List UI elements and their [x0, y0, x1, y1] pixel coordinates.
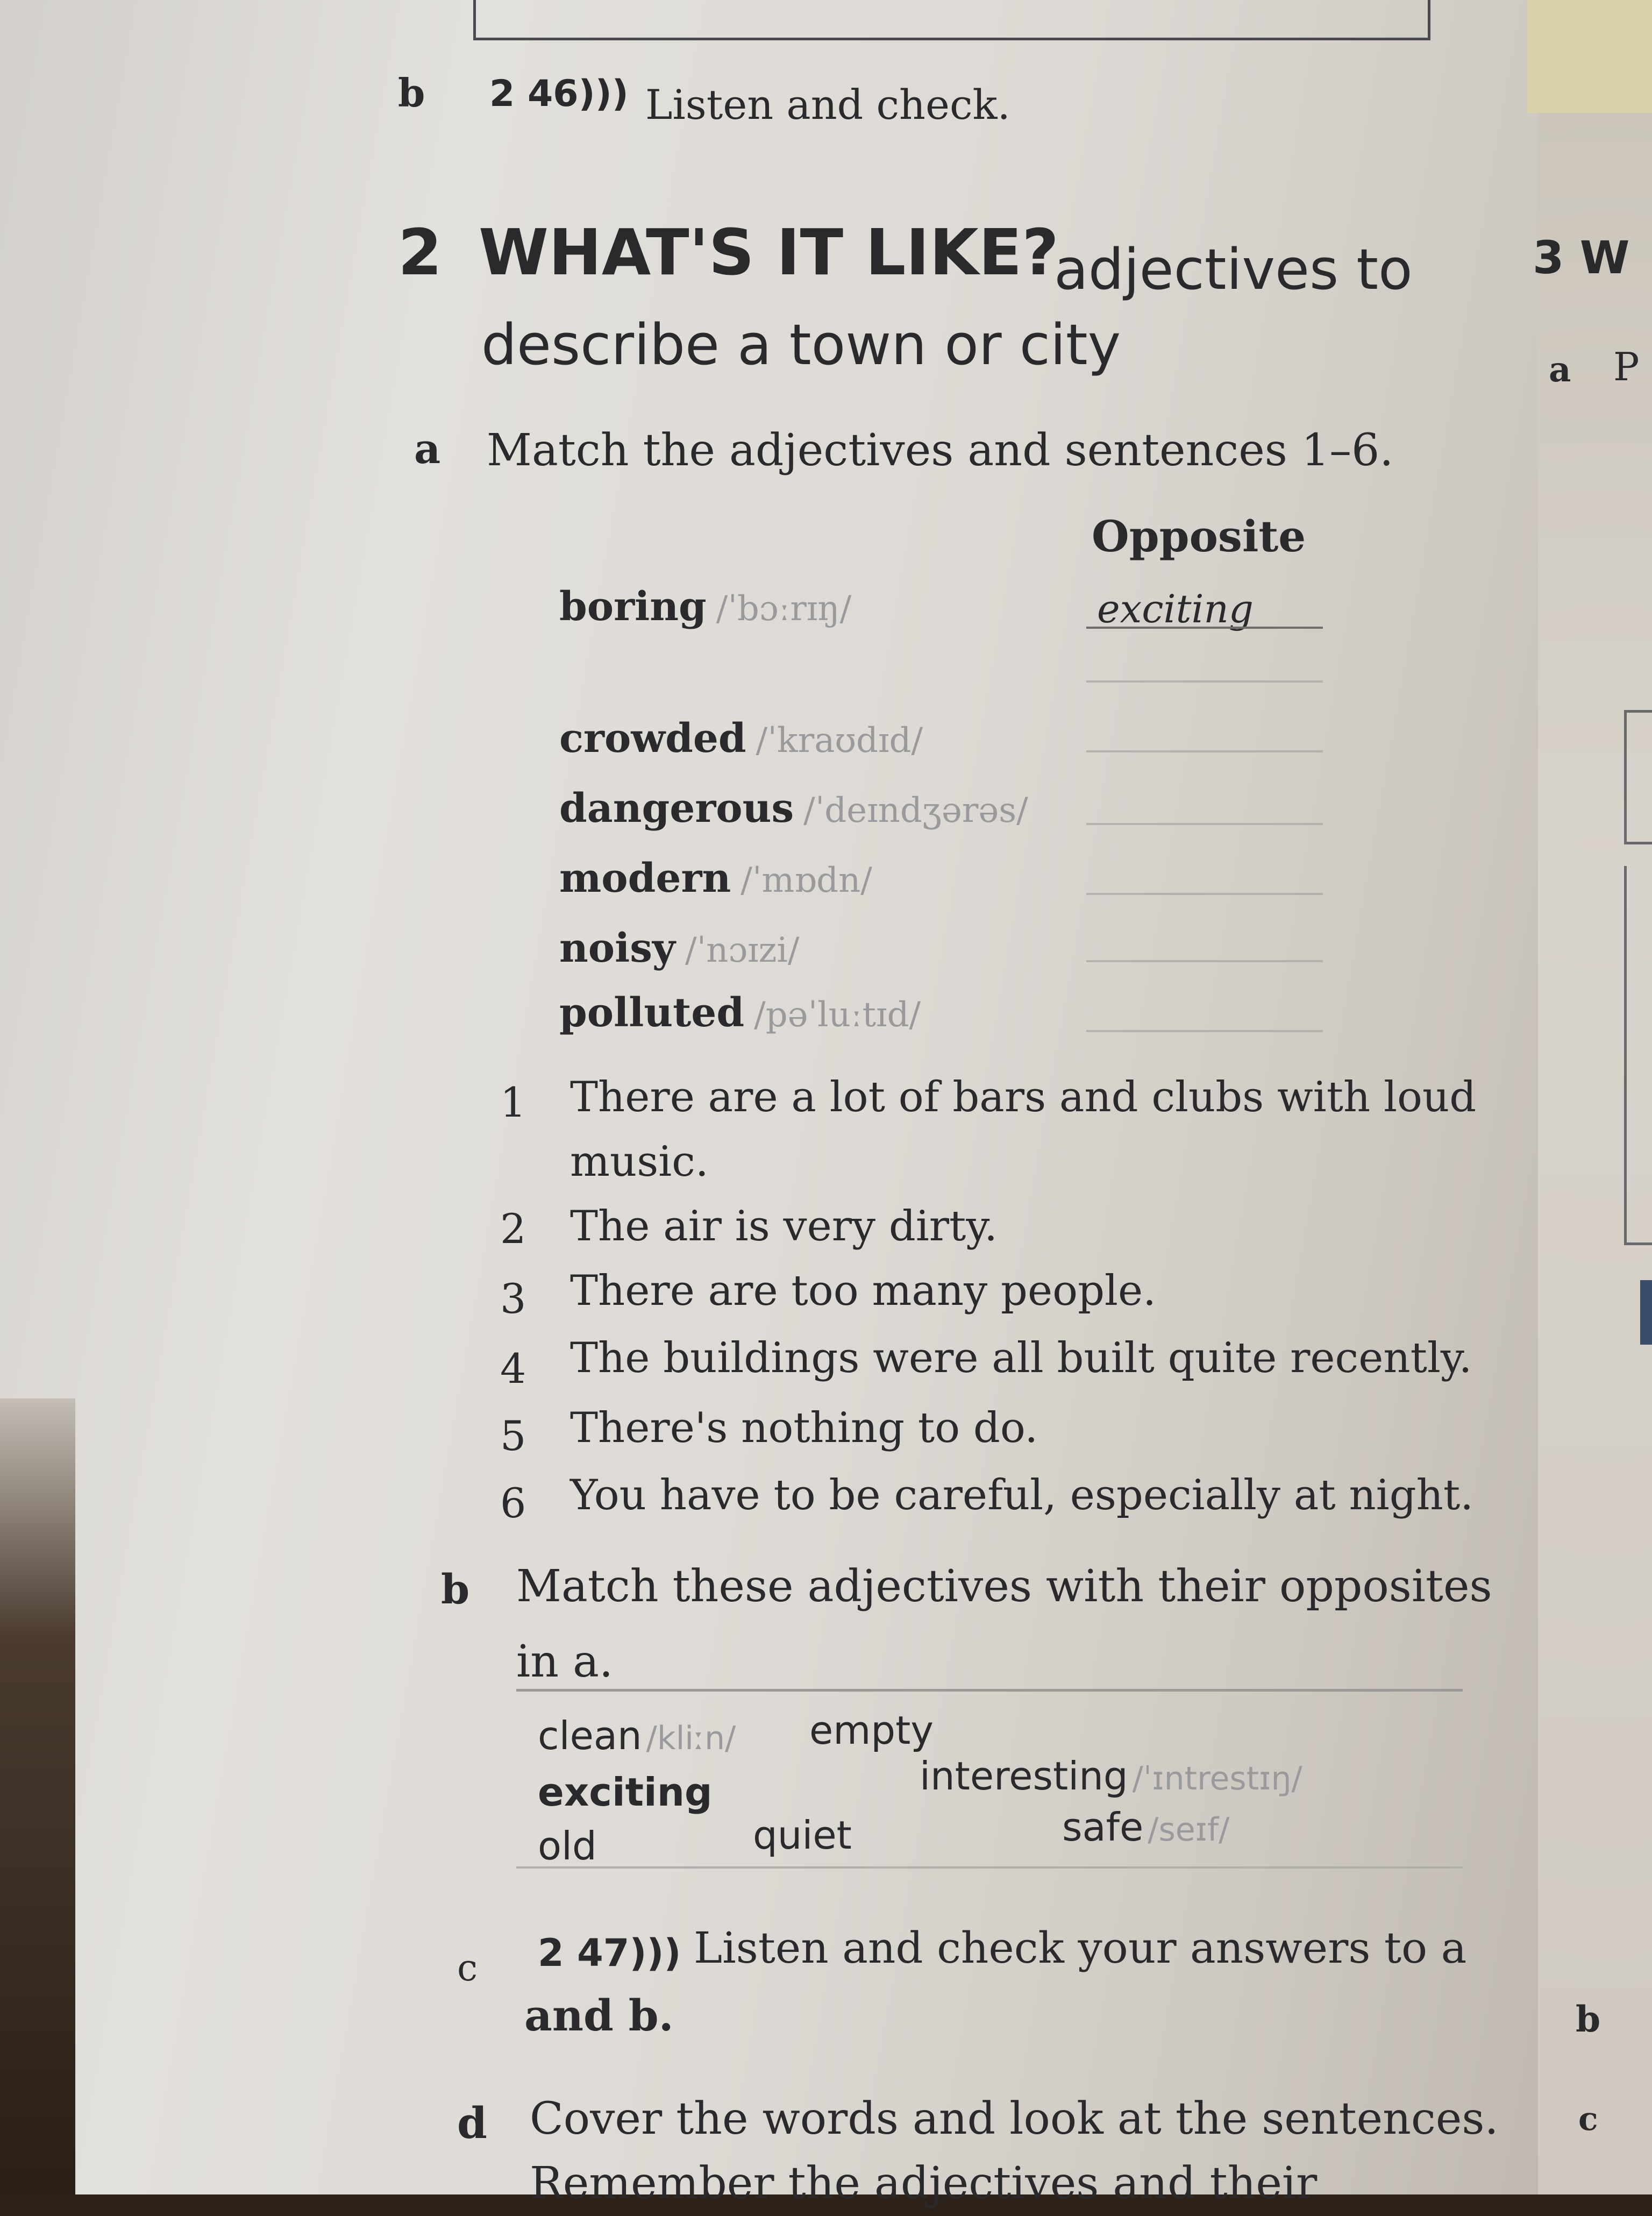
word-bank-top-rule — [516, 1689, 1463, 1692]
word-bank-bottom-rule — [516, 1866, 1463, 1869]
background-edge — [0, 1398, 75, 2194]
exercise-b-top-text: Listen and check. — [645, 81, 1010, 129]
answer-line[interactable] — [1086, 893, 1323, 895]
exercise-c-text: Listen and check your answers to a — [694, 1923, 1467, 1973]
next-c-label: c — [1578, 2100, 1598, 2138]
speaker-waves-icon: ))) — [629, 1931, 681, 1975]
next-a-text: P — [1613, 344, 1640, 389]
exercise-c-label: c — [457, 1947, 478, 1990]
sentence-text-continued: music. — [570, 1138, 709, 1186]
word-bank-item: empty — [809, 1708, 934, 1753]
word-bank-item: exciting — [538, 1770, 713, 1815]
adjective-row: polluted /pəˈluːtɪd/ — [559, 990, 921, 1036]
sentence-number: 5 — [500, 1412, 526, 1460]
sentence-text: There are a lot of bars and clubs with loud — [570, 1073, 1477, 1121]
section-number: 2 — [398, 215, 443, 289]
answer-line[interactable] — [1086, 750, 1323, 752]
adjective-row: modern /ˈmɒdn/ — [559, 855, 872, 901]
ipa: /ˈbɔːrɪŋ/ — [716, 589, 852, 629]
sentence-number: 3 — [500, 1275, 526, 1323]
ipa: /ˈmɒdn/ — [740, 861, 872, 900]
adjective-row: noisy /ˈnɔɪzi/ — [559, 925, 800, 971]
sentence-text: The buildings were all built quite recently. — [570, 1334, 1472, 1382]
previous-exercise-box — [473, 0, 1430, 40]
exercise-a-label: a — [414, 425, 441, 473]
sentence-text: There are too many people. — [570, 1267, 1156, 1315]
section-subtitle-line2: describe a town or city — [481, 312, 1121, 378]
exercise-d-label: d — [457, 2098, 487, 2148]
word-bank-item: old — [538, 1823, 597, 1869]
adjective-row: crowded /ˈkraʊdɪd/ — [559, 715, 923, 762]
audio-track-number[interactable]: 2 47))) — [538, 1931, 681, 1975]
word-bank-item: quiet — [753, 1813, 852, 1858]
sentence-number: 2 — [500, 1205, 526, 1253]
word-bank-item: interesting /ˈɪntrestɪŋ/ — [920, 1753, 1302, 1799]
speaker-waves-icon: ))) — [578, 73, 629, 115]
facing-page-box-2 — [1624, 866, 1652, 1245]
ipa: /ˈkraʊdɪd/ — [756, 721, 923, 761]
next-a-label: a — [1549, 350, 1571, 390]
opposite-answer: exciting — [1097, 586, 1254, 631]
section-subtitle: adjectives to — [1054, 237, 1413, 302]
word-bank-item: safe /seɪf/ — [1062, 1805, 1230, 1850]
sentence-number: 4 — [500, 1345, 526, 1393]
opposite-column-header: Opposite — [1092, 511, 1306, 562]
sentence-text: The air is very dirty. — [570, 1202, 998, 1251]
adjective-row: dangerous /ˈdeɪndʒərəs/ — [559, 785, 1028, 832]
answer-line[interactable] — [1086, 1030, 1323, 1032]
ipa: /ˈnɔɪzi/ — [685, 931, 800, 970]
facing-page-blue-mark — [1640, 1280, 1652, 1345]
audio-track-number[interactable]: 2 46))) — [489, 73, 629, 115]
next-section-heading: 3 W — [1533, 231, 1630, 284]
facing-page-highlight — [1527, 0, 1652, 113]
section-title: WHAT'S IT LIKE? — [479, 215, 1059, 289]
sentence-text: There's nothing to do. — [570, 1404, 1038, 1452]
adjective-row: boring /ˈbɔːrɪŋ/ — [559, 584, 852, 630]
exercise-b-label: b — [441, 1565, 470, 1613]
ipa: /pəˈluːtɪd/ — [754, 995, 921, 1035]
next-b-label: b — [1576, 1998, 1601, 2040]
answer-line[interactable] — [1086, 960, 1323, 962]
sentence-text: You have to be careful, especially at night. — [570, 1471, 1474, 1519]
ipa: /ˈdeɪndʒərəs/ — [803, 791, 1028, 830]
exercise-d-text: Cover the words and look at the sentences. Remember the adjectives and their — [530, 2093, 1499, 2209]
answer-line[interactable] — [1086, 680, 1323, 683]
exercise-a-instruction: Match the adjectives and sentences 1–6. — [487, 425, 1394, 476]
answer-line[interactable] — [1086, 627, 1323, 629]
facing-page-box — [1624, 710, 1652, 844]
exercise-b-top-label: b — [398, 70, 425, 116]
sentence-number: 1 — [500, 1078, 526, 1126]
exercise-b-instruction: Match these adjectives with their opposites in a. — [516, 1561, 1492, 1687]
word-bank-item: clean /kliːn/ — [538, 1713, 736, 1758]
answer-line[interactable] — [1086, 823, 1323, 825]
sentence-number: 6 — [500, 1479, 526, 1527]
exercise-c-text-line2: and b. — [524, 1990, 674, 2041]
